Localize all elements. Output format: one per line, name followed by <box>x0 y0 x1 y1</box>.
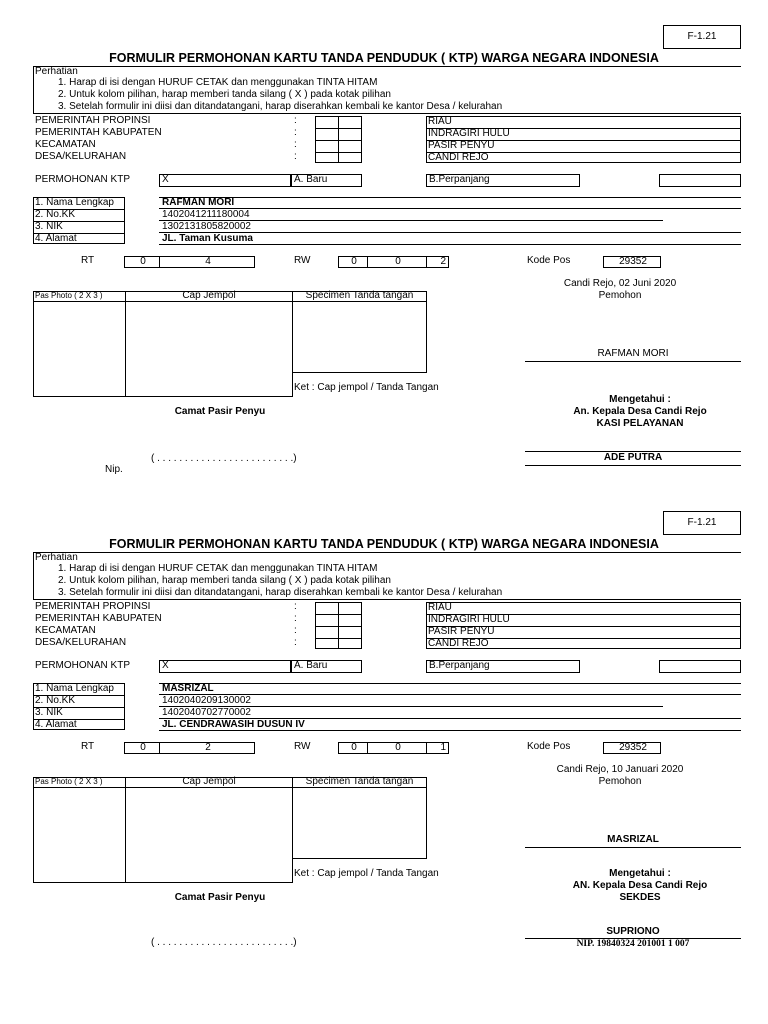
camat-signature: ( . . . . . . . . . . . . . . . . . . . . . . . . .) <box>151 453 297 464</box>
colon-2: : <box>294 613 297 624</box>
form-code-box <box>663 25 741 49</box>
identity-top-line <box>159 683 741 684</box>
label-alamat: 4. Alamat <box>35 719 77 730</box>
thumb-box[interactable] <box>125 291 293 397</box>
kodepos-label: Kode Pos <box>527 255 571 266</box>
label-nama: 1. Nama Lengkap <box>35 197 114 208</box>
colon-4: : <box>294 637 297 648</box>
camat-signature: ( . . . . . . . . . . . . . . . . . . . . . . . . .) <box>151 937 297 948</box>
option-blank-box[interactable] <box>659 660 741 673</box>
value-kecamatan: PASIR PENYU <box>428 140 495 151</box>
nik-value[interactable]: 1302131805820002 <box>162 221 251 232</box>
value-kabupaten: INDRAGIRI HULU <box>428 128 510 139</box>
note-2: 2. Untuk kolom pilihan, harap memberi tanda silang ( X ) pada kotak pilihan <box>58 89 391 100</box>
identity-top-line <box>159 197 741 198</box>
label-kecamatan: KECAMATAN <box>35 625 96 636</box>
notice-label: Perhatian <box>35 552 78 563</box>
ket-note: Ket : Cap jempol / Tanda Tangan <box>294 382 439 393</box>
rt-digit-2[interactable]: 2 <box>159 742 255 754</box>
kepala-desa: AN. Kepala Desa Candi Rejo <box>572 880 708 891</box>
form-code: F-1.21 <box>687 31 717 42</box>
alamat-value[interactable]: JL. Taman Kusuma <box>162 233 253 244</box>
rt-label: RT <box>81 741 95 752</box>
kepala-desa: An. Kepala Desa Candi Rejo <box>573 406 707 417</box>
option-perpanjang[interactable]: B.Perpanjang <box>426 660 580 673</box>
jabatan: KASI PELAYANAN <box>596 418 684 429</box>
label-nama: 1. Nama Lengkap <box>35 683 114 694</box>
kodepos-value[interactable]: 29352 <box>603 256 661 268</box>
official-name: ADE PUTRA <box>603 452 663 463</box>
notice-border <box>33 66 34 113</box>
alamat-value[interactable]: JL. CENDRAWASIH DUSUN IV <box>162 719 305 730</box>
label-alamat: 4. Alamat <box>35 233 77 244</box>
ktp-form-2 <box>0 486 768 991</box>
colon-1: : <box>294 601 297 612</box>
note-2: 2. Untuk kolom pilihan, harap memberi tanda silang ( X ) pada kotak pilihan <box>58 575 391 586</box>
form-title: FORMULIR PERMOHONAN KARTU TANDA PENDUDUK ( KTP) WARGA NEGARA INDONESIA <box>109 537 659 551</box>
notice-label: Perhatian <box>35 66 78 77</box>
code-grid-row <box>315 152 362 153</box>
pemohon-sign-line <box>525 847 741 848</box>
colon-2: : <box>294 127 297 138</box>
label-nokk: 2. No.KK <box>35 209 76 220</box>
camat-nip: Nip. <box>105 464 123 475</box>
specimen-box[interactable] <box>292 777 427 859</box>
specimen-label: Specimen Tanda tangan <box>305 290 414 301</box>
label-desa: DESA/KELURAHAN <box>35 637 127 648</box>
label-desa: DESA/KELURAHAN <box>35 151 127 162</box>
choice-checkbox[interactable]: X <box>159 174 291 187</box>
rt-label: RT <box>81 255 95 266</box>
specimen-box[interactable] <box>292 291 427 373</box>
photo-box[interactable] <box>33 291 126 397</box>
label-nik: 3. NIK <box>35 707 63 718</box>
value-propinsi: RIAU <box>428 116 452 127</box>
option-baru[interactable]: A. Baru <box>291 660 362 673</box>
nama-value[interactable]: MASRIZAL <box>162 683 214 694</box>
colon-3: : <box>294 625 297 636</box>
label-nokk: 2. No.KK <box>35 695 76 706</box>
label-kabupaten: PEMERINTAH KABUPATEN <box>35 127 162 138</box>
option-blank-box[interactable] <box>659 174 741 187</box>
kodepos-label: Kode Pos <box>527 741 571 752</box>
mengetahui-label: Mengetahui : <box>609 394 671 405</box>
pemohon-label: Pemohon <box>598 776 642 787</box>
photo-label: Pas Photo ( 2 X 3 ) <box>35 777 103 786</box>
form-code: F-1.21 <box>687 517 717 528</box>
option-baru[interactable]: A. Baru <box>291 174 362 187</box>
kodepos-value[interactable]: 29352 <box>603 742 661 754</box>
value-propinsi: RIAU <box>428 602 452 613</box>
form-title: FORMULIR PERMOHONAN KARTU TANDA PENDUDUK ( KTP) WARGA NEGARA INDONESIA <box>109 51 659 65</box>
colon-3: : <box>294 139 297 150</box>
rt-digit-1[interactable]: 0 <box>124 256 160 268</box>
rw-label: RW <box>294 741 311 752</box>
pemohon-sign-line <box>525 361 741 362</box>
photo-box[interactable] <box>33 777 126 883</box>
rw-digit-1[interactable]: 0 <box>338 742 368 754</box>
rw-label: RW <box>294 255 311 266</box>
label-kabupaten: PEMERINTAH KABUPATEN <box>35 613 162 624</box>
code-grid-row <box>315 140 362 141</box>
option-perpanjang[interactable]: B.Perpanjang <box>426 174 580 187</box>
notice-border <box>33 552 34 599</box>
rw-digit-2[interactable]: 0 <box>367 256 427 268</box>
identity-bottom-line <box>159 244 741 245</box>
value-desa: CANDI REJO <box>428 638 489 649</box>
label-propinsi: PEMERINTAH PROPINSI <box>35 601 151 612</box>
thumb-box[interactable] <box>125 777 293 883</box>
value-kecamatan: PASIR PENYU <box>428 626 495 637</box>
notice-rule <box>33 113 741 114</box>
nokk-value[interactable]: 1402041211180004 <box>162 209 250 220</box>
camat-title: Camat Pasir Penyu <box>174 406 266 417</box>
jabatan: SEKDES <box>619 892 661 903</box>
label-propinsi: PEMERINTAH PROPINSI <box>35 115 151 126</box>
thumb-label: Cap Jempol <box>182 776 236 787</box>
label-kecamatan: KECAMATAN <box>35 139 96 150</box>
permohonan-label: PERMOHONAN KTP <box>35 174 131 185</box>
note-1: 1. Harap di isi dengan HURUF CETAK dan menggunakan TINTA HITAM <box>58 77 378 88</box>
photo-header-line <box>33 787 126 788</box>
code-grid-row <box>315 128 362 129</box>
rw-digit-2[interactable]: 0 <box>367 742 427 754</box>
value-desa: CANDI REJO <box>428 152 489 163</box>
mengetahui-label: Mengetahui : <box>609 868 671 879</box>
colon-1: : <box>294 115 297 126</box>
ket-note: Ket : Cap jempol / Tanda Tangan <box>294 868 439 879</box>
thumb-label: Cap Jempol <box>182 290 236 301</box>
place-date: Candi Rejo, 02 Juni 2020 <box>563 278 677 289</box>
nokk-value[interactable]: 1402040209130002 <box>162 695 251 706</box>
photo-header-line <box>33 301 126 302</box>
note-1: 1. Harap di isi dengan HURUF CETAK dan menggunakan TINTA HITAM <box>58 563 378 574</box>
code-grid-row <box>315 638 362 639</box>
rw-digit-3[interactable]: 2 <box>426 256 449 268</box>
label-nik: 3. NIK <box>35 221 63 232</box>
photo-label: Pas Photo ( 2 X 3 ) <box>35 291 103 300</box>
camat-title: Camat Pasir Penyu <box>174 892 266 903</box>
specimen-label: Specimen Tanda tangan <box>305 776 414 787</box>
rt-digit-1[interactable]: 0 <box>124 742 160 754</box>
note-3: 3. Setelah formulir ini diisi dan ditandatangani, harap diserahkan kembali ke kantor Desa / kelurahan <box>58 587 503 598</box>
note-3: 3. Setelah formulir ini diisi dan ditandatangani, harap diserahkan kembali ke kantor Desa / kelurahan <box>58 101 503 112</box>
official-sign-line <box>525 465 741 466</box>
form-code-box <box>663 511 741 535</box>
code-grid-row <box>315 614 362 615</box>
rw-digit-3[interactable]: 1 <box>426 742 449 754</box>
nama-value[interactable]: RAFMAN MORI <box>162 197 235 208</box>
identity-bottom-line <box>159 730 741 731</box>
official-name: SUPRIONO <box>606 926 660 937</box>
value-kabupaten: INDRAGIRI HULU <box>428 614 510 625</box>
official-nip: NIP. 19840324 201001 1 007 <box>576 939 690 949</box>
pemohon-label: Pemohon <box>598 290 642 301</box>
pemohon-name: RAFMAN MORI <box>597 348 669 359</box>
pemohon-name: MASRIZAL <box>607 834 659 845</box>
title-rule <box>33 66 741 67</box>
rt-digit-2[interactable]: 4 <box>159 256 255 268</box>
title-rule <box>33 552 741 553</box>
ktp-form-1 <box>0 0 768 505</box>
rw-digit-1[interactable]: 0 <box>338 256 368 268</box>
place-date: Candi Rejo, 10 Januari 2020 <box>556 764 684 775</box>
permohonan-label: PERMOHONAN KTP <box>35 660 131 671</box>
colon-4: : <box>294 151 297 162</box>
choice-checkbox[interactable]: X <box>159 660 291 673</box>
notice-rule <box>33 599 741 600</box>
code-grid-row <box>315 626 362 627</box>
nik-value[interactable]: 1402040702770002 <box>162 707 251 718</box>
